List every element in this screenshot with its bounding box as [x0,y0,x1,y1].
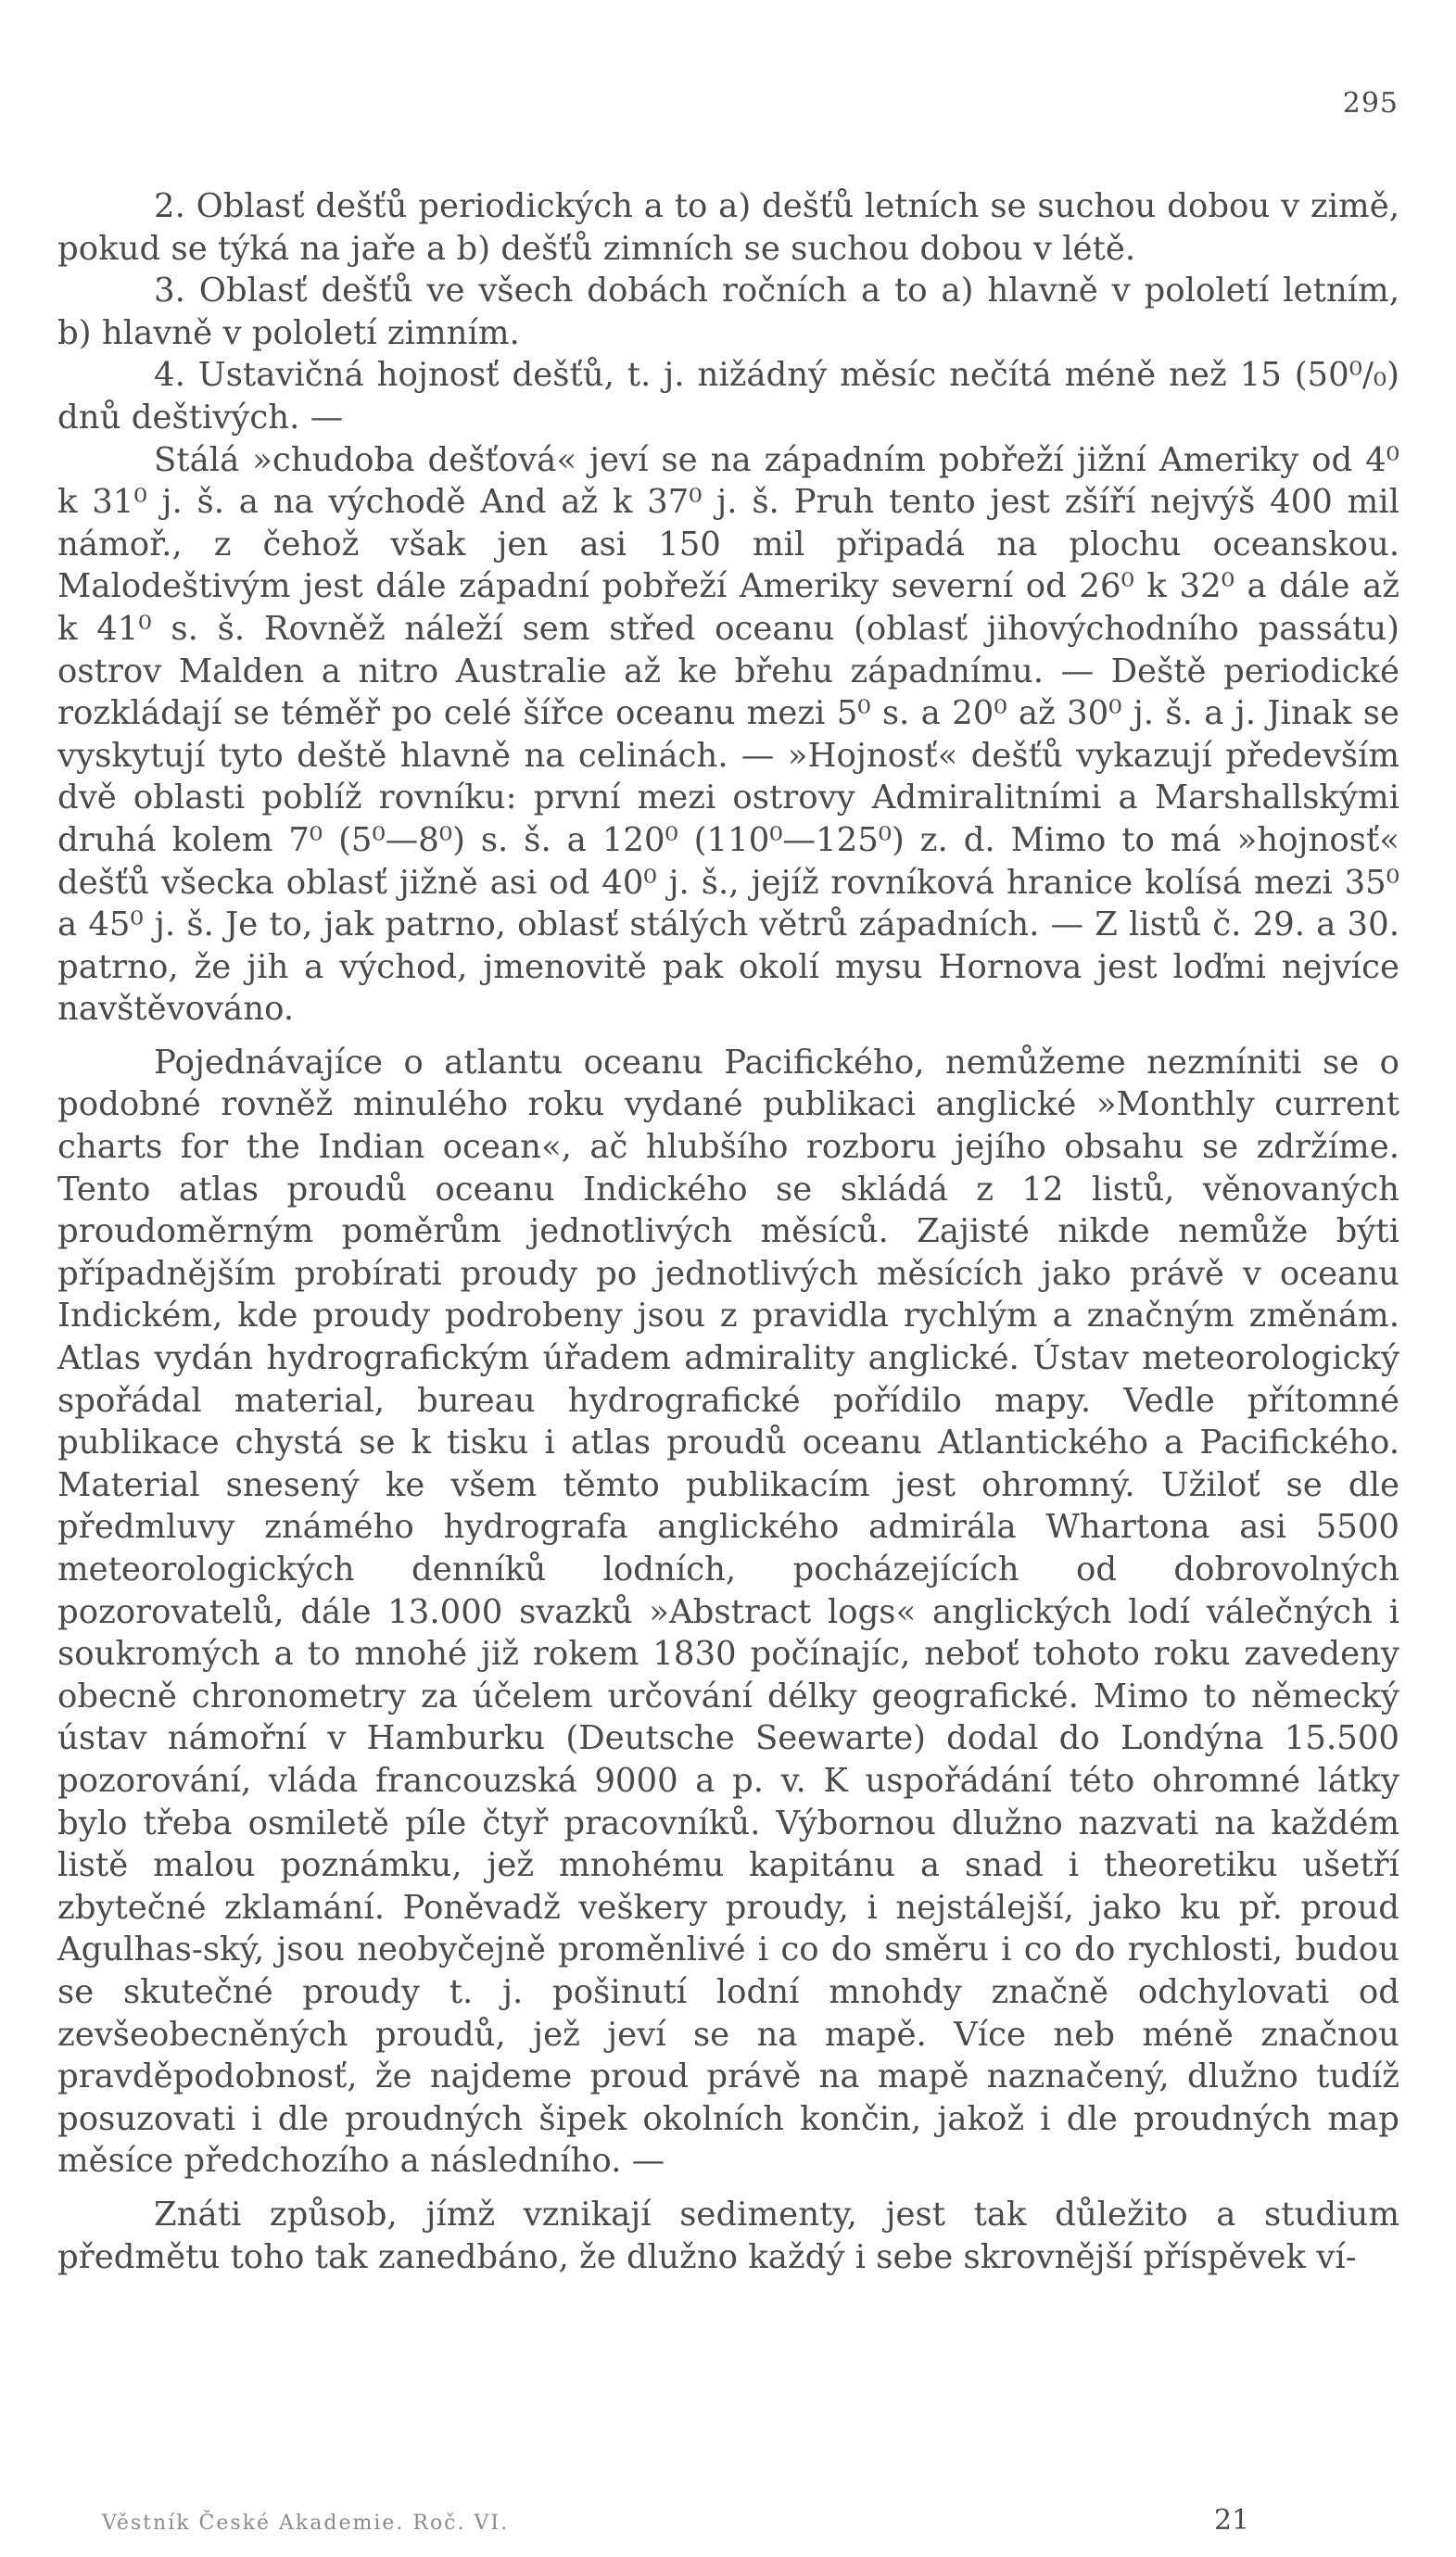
paragraph-rain-distribution: Stálá »chudoba dešťová« jeví se na západním pobřeží jižní Ameriky od 4⁰ k 31⁰ j. š. a na východě And až k 37⁰ j. š. Pruh tento jest zšíří nejvýš 400 mil námoř., z čehož však jen asi 150 mil připadá na plochu oceanskou. Malodeštivým jest dále západní pobřeží Ameriky severní od 26⁰ k 32⁰ a dále až k 41⁰ s. š. Rovněž náleží sem střed oceanu (oblasť jihovýchodního passátu) ostrov Malden a nitro Australie až ke břehu západnímu. — Deště periodické rozkládají se téměř po celé šířce oceanu mezi 5⁰ s. a 20⁰ až 30⁰ j. š. a j. Jinak se vyskytují tyto deště hlavně na celinách. — »Hojnosť« dešťů vykazují především dvě oblasti poblíž rovníku: první mezi ostrovy Admiralitními a Marshallskými druhá kolem 7⁰ (5⁰—8⁰) s. š. a 120⁰ (110⁰—125⁰) z. d. Mimo to má »hojnosť« dešťů všecka oblasť jižně asi od 40⁰ j. š., jejíž rovníková hranice kolísá mezi 35⁰ a 45⁰ j. š. Je to, jak patrno, oblasť stálých větrů západních. — Z listů č. 29. a 30. patrno, že jih a východ, jmenovitě pak okolí mysu Hornova jest loďmi nejvíce navštěvováno. [57,440,1399,1029]
paragraph-all-season-rains: 3. Oblasť dešťů ve všech dobách ročních a to a) hlavně v pololetí letním, b) hlavně v pololetí zimním. [57,272,1399,352]
page-number: 295 [1342,87,1399,120]
paragraph-sediments: Znáti způsob, jímž vznikají sedimenty, jest tak důležito a studium předmětu toho tak zanedbáno, že dlužno každý i sebe skrovnější příspěvek ví- [57,2195,1399,2276]
paragraph-summer-winter-rains: 2. Oblasť dešťů periodických a to a) dešťů letních se suchou dobou v zimě, pokud se týká na jaře a b) dešťů zimních se suchou dobou v létě. [57,187,1399,268]
body-text [57,185,1399,2278]
paragraph-indian-ocean-atlas: Pojednávajíce o atlantu oceanu Pacifického, nemůžeme nezmíniti se o podobné rovněž minulého roku vydané publikaci anglické »Monthly current charts for the Indian ocean«, ač hlubšího rozboru jejího obsahu se zdržíme. Tento atlas proudů oceanu Indického se skládá z 12 listů, věnovaných proudoměrným poměrům jednotlivých měsíců. Zajisté nikde nemůže býti případnějším probírati proudy po jednotlivých měsících jako právě v oceanu Indickém, kde proudy podrobeny jsou z pravidla rychlým a značným změnám. Atlas vydán hydrografickým úřadem admirality anglické. Ústav meteorologický spořádal material, bureau hydrografické pořídilo mapy. Vedle přítomné publikace chystá se k tisku i atlas proudů oceanu Atlantického a Pacifického. Material snesený ke všem těmto publikacím jest ohromný. Užiloť se dle předmluvy známého hydrografa anglického admirála Whartona asi 5500 meteorologických denníků lodních, pocházejících od dobrovolných pozorovatelů, dále 13.000 svazků »Abstract logs« anglických lodí válečných i soukromých a to mnohé již rokem 1830 počínajíc, neboť tohoto roku zavedeny obecně chronometry za účelem určování délky geografické. Mimo to německý ústav námořní v Hamburku (Deutsche Seewarte) dodal do Londýna 15.500 pozorování, vláda francouzská 9000 a p. v. K uspořádání této ohromné látky bylo třeba osmiletě píle čtyř pracovníků. Výbornou dlužno nazvati na každém listě malou poznámku, jež mnohému kapitánu a snad i theoretiku ušetří zbytečné zklamání. Poněvadž veškery proudy, i nejstálejší, jako ku př. proud Agulhas-ský, jsou neobyčejně proměnlivé i co do směru i co do rychlosti, budou se skutečné proudy t. j. pošinutí lodní mnohdy značně odchylovati od zevšeobecněných proudů, jež jeví se na mapě. Více neb méně značnou pravděpodobnosť, že najdeme proud právě na mapě naznačený, dlužno tudíž posuzovati i dle proudných šipek okolních končin, jakož i dle proudných map měsíce předchozího a následního. — [57,1043,1399,2181]
journal-footer: Věstník České Akademie. Roč. VI. [102,2512,510,2535]
paragraph-abundant-rains: 4. Ustavičná hojnosť dešťů, t. j. nižádný měsíc nečítá méně než 15 (50⁰/₀) dnů deštivých. — [57,356,1399,437]
signature-mark: 21 [1214,2504,1250,2537]
